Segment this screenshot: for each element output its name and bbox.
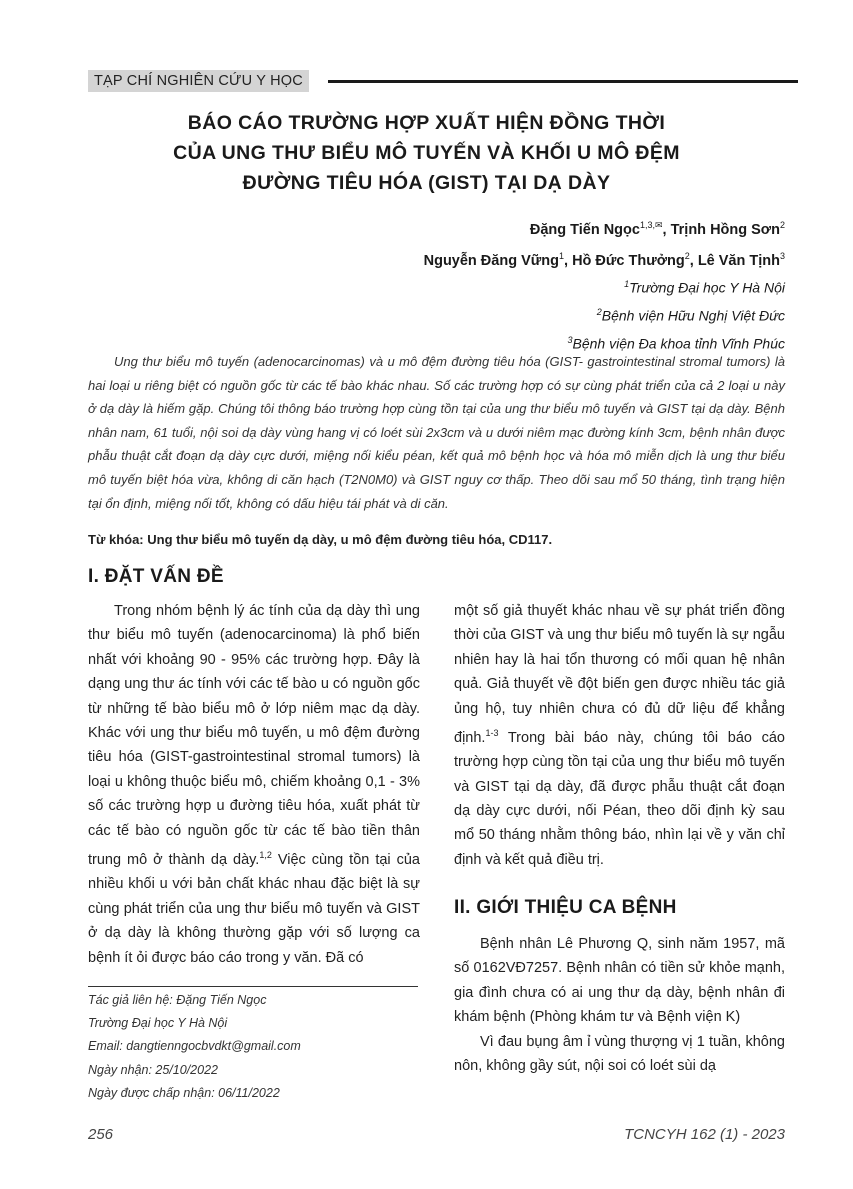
author-name: Nguyễn Đăng Vững <box>423 252 559 269</box>
citation: 1-3 <box>485 728 499 739</box>
header-rule <box>328 80 798 83</box>
title-line: CỦA UNG THƯ BIỂU MÔ TUYẾN VÀ KHỐI U MÔ ĐỆM <box>173 142 680 164</box>
footnote-rule <box>88 986 418 987</box>
footnotes <box>88 989 301 1105</box>
affiliation-sup: 1 <box>624 279 630 289</box>
affiliation-text: Trường Đại học Y Hà Nội <box>629 279 785 296</box>
author-affiliation-sup: 2 <box>684 250 690 261</box>
paragraph: Bệnh nhân Lê Phương Q, sinh năm 1957, mã số 0162VĐ7257. Bệnh nhân có tiền sử khỏe mạnh, gia đình chưa có ai ung thư dạ dày, bệnh nhân đi khám bệnh (Phòng khám tư và Bệnh viện K) <box>454 936 785 1026</box>
paragraph: Vì đau bụng âm ỉ vùng thượng vị 1 tuần, không nôn, không gầy sút, nội soi có loét sùi dạ <box>454 1033 785 1075</box>
affiliation-sup: 3 <box>567 335 573 346</box>
author-affiliation-sup: 2 <box>779 220 785 230</box>
affiliation <box>568 272 786 300</box>
paragraph-text: Trong bài báo này, chúng tôi báo cáo trường hợp cùng tồn tại của ung thư biểu mô tuyến và GIST tại dạ dày, đã được phẫu thuật cắt đoạn dạ dày cực dưới, nối Péan, theo dõi định kỳ sau mổ 50 tháng nhằm thông báo, nhìn lại về y văn chỉ định và kết quả điều trị. <box>454 729 785 868</box>
author-name: Trịnh Hồng Sơn <box>670 221 780 238</box>
author-name: Lê Văn Tịnh <box>697 252 780 269</box>
author-line: Đặng Tiến Ngọc$^{1,3,✉}$, Trịnh Hồng Sơn$^2$ <box>529 220 785 238</box>
section-heading-introduction: I. ĐẶT VẤN ĐỀ <box>88 566 224 587</box>
case-report-column <box>454 932 785 1078</box>
right-column <box>454 599 785 872</box>
author-line: Nguyễn Đăng Vững$^1$, Hồ Đức Thưởng$^2$, Lê Văn Tịnh$^3$ <box>423 250 785 269</box>
paragraph-text: một số giả thuyết khác nhau về sự phát triển đồng thời của GIST và ung thư biểu mô tuyến là sự ngẫu nhiên hay là hai tổn thương có mối quan hệ nhân quả. Giả thuyết về đột biến gen được nhiều tác giả ủng hộ, tuy nhiên chưa có đủ dữ liệu để khẳng định. <box>454 603 785 746</box>
footer-journal: TCNCYH 162 (1) - 2023 <box>624 1126 785 1143</box>
paragraph-text: Việc cùng tồn tại của nhiều khối u với bản chất khác nhau đặc biệt là sự cùng phát triển của ung thư biểu mô tuyến và GIST ở dạ dày là không thường gặp với số lượng ca bệnh ít ỏi được báo cáo trong y văn. Đã có <box>88 851 420 966</box>
affiliation <box>568 300 786 328</box>
abstract: Ung thư biểu mô tuyến (adenocarcinomas) và u mô đệm đường tiêu hóa (GIST- gastrointestinal stromal tumors) là hai loại u riêng biệt có nguồn gốc từ các tế bào khác nhau. Số các trường hợp có sự cùng phát triển của cả 2 loại u này ở dạ dày là hiếm gặp. Chúng tôi thông báo trường hợp cùng tồn tại của ung thư biểu mô tuyến và GIST tại dạ dày. Bệnh nhân nam, 61 tuổi, nội soi dạ dày vùng hang vị có loét sùi 2x3cm và u dưới niêm mạc đường kính 3cm, bệnh nhân được phẫu thuật cắt đoạn dạ dày cực dưới, miệng nối kiểu péan, kết quả mô bệnh học và hóa mô miễn dịch là ung thư biểu mô tuyến biệt hóa vừa, không di căn hạch (T2N0M0) và GIST nguy cơ thấp. Theo dõi sau mổ 50 tháng, tình trạng hiện tại ổn định, miệng nối tốt, không có dấu hiệu tái phát và di căn. <box>88 354 785 511</box>
received-date: Ngày nhận: 25/10/2022 <box>88 1062 218 1077</box>
section-heading-case-report: II. GIỚI THIỆU CA BỆNH <box>454 897 677 918</box>
author-contact: Tác giả liên hệ: Đặng Tiến Ngọc <box>88 993 267 1007</box>
email: Email: dangtienngocbvdkt@gmail.com <box>88 1039 301 1054</box>
author-affiliation-sup: 1 <box>558 250 564 261</box>
institution: Trường Đại học Y Hà Nội <box>88 1016 228 1031</box>
title-line: BÁO CÁO TRƯỜNG HỢP XUẤT HIỆN ĐỒNG THỜI <box>187 112 666 134</box>
journal-label: TẠP CHÍ NGHIÊN CỨU Y HỌC <box>88 70 309 92</box>
citation: 1,2 <box>259 850 272 861</box>
keywords: Từ khóa: Ung thư biểu mô tuyến dạ dày, u mô đệm đường tiêu hóa, CD117. <box>88 532 553 547</box>
affiliation-text: Bệnh viện Đa khoa tỉnh Vĩnh Phúc <box>572 335 785 352</box>
journal-header <box>88 70 798 92</box>
affiliation-list <box>568 272 786 356</box>
author-affiliation-sup: 1,3,✉ <box>639 220 663 230</box>
paragraph <box>88 599 420 970</box>
affiliation-text: Bệnh viện Hữu Nghị Việt Đức <box>601 307 785 324</box>
accepted-date: Ngày được chấp nhận: 06/11/2022 <box>88 1085 280 1100</box>
author-affiliation-sup: 3 <box>779 250 785 261</box>
author-name: Đặng Tiến Ngọc <box>529 221 640 238</box>
author-list <box>424 212 785 274</box>
affiliation-sup: 2 <box>596 307 602 318</box>
left-column <box>88 599 420 970</box>
author-name: Hồ Đức Thưởng <box>572 252 685 269</box>
title-line: ĐƯỜNG TIÊU HÓA (GIST) TẠI DẠ DÀY <box>242 172 611 194</box>
article-title <box>60 108 793 198</box>
page-number: 256 <box>88 1126 114 1143</box>
paragraph-text: Trong nhóm bệnh lý ác tính của dạ dày thì ung thư biểu mô tuyến (adenocarcinoma) là phổ biến nhất với khoảng 90 - 95% các trường hợp. Đây là dạng ung thư ác tính với các tế bào u có nguồn gốc từ những tế bào biểu mô ở lớp niêm mạc dạ dày. Khác với ung thư biểu mô tuyến, u mô đệm đường tiêu hóa (GIST-gastrointestinal stromal tumors) là loại u không thuộc biểu mô, chiếm khoảng 0,1 - 3% số các trường hợp u đường tiêu hóa, xuất phát từ các tế bào có nguồn gốc từ các tế bào tiền thân trung mô ở thành dạ dày. <box>88 603 420 868</box>
paragraph <box>454 599 785 872</box>
